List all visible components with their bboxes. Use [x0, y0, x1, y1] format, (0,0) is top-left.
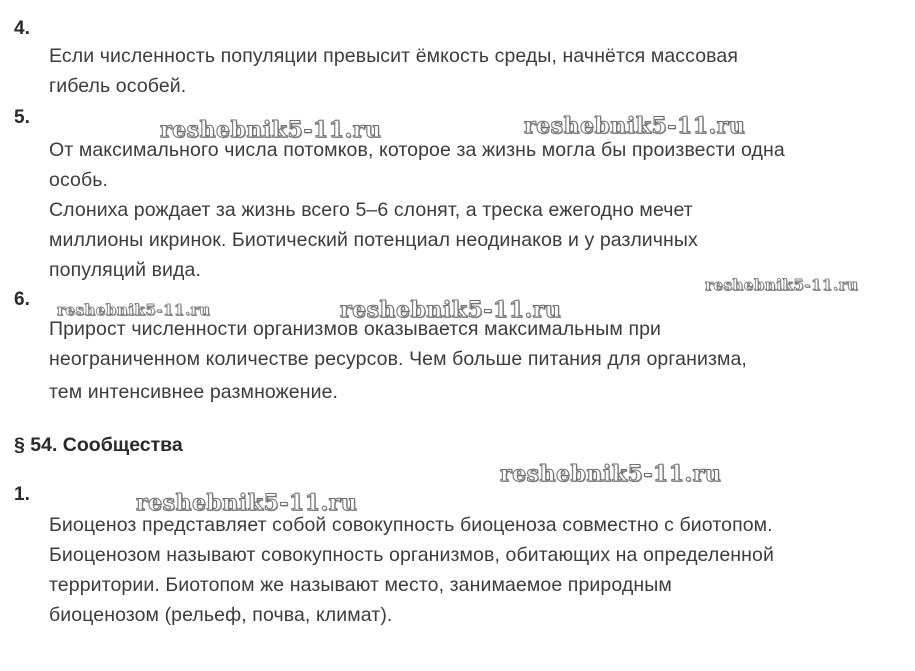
text-line: биоценозом (рельеф, почва, климат). — [49, 604, 393, 626]
text-line: Прирост численности организмов оказывается максимальным при — [49, 318, 662, 340]
watermark: reshebnik5-11.ru — [340, 297, 562, 323]
item-number-4: 4. — [14, 18, 30, 39]
watermark: reshebnik5-11.ru — [500, 461, 722, 487]
text-line: популяций вида. — [49, 259, 201, 281]
item-1-text — [49, 510, 911, 630]
text-line: неограниченном количестве ресурсов. Чем больше питания для организма, — [49, 348, 747, 370]
text-line: Слониха рождает за жизнь всего 5–6 слонят, а треска ежегодно мечет — [49, 199, 693, 221]
text-line: территории. Биотопом же называют место, занимаемое природным — [49, 574, 672, 596]
item-number-5: 5. — [14, 107, 30, 128]
watermark: reshebnik5-11.ru — [705, 276, 859, 294]
text-line: Если численность популяции превысит ёмкость среды, начнётся массовая — [49, 45, 739, 67]
item-number-6: 6. — [14, 289, 30, 310]
watermark: reshebnik5-11.ru — [160, 117, 382, 143]
text-line: тем интенсивнее размножение. — [49, 381, 339, 403]
item-4-text — [49, 41, 911, 101]
text-line: Биоценоз представляет собой совокупность биоценоза совместно с биотопом. — [49, 514, 773, 536]
watermark: reshebnik5-11.ru — [57, 301, 211, 319]
text-line: Биоценозом называют совокупность организмов, обитающих на определенной — [49, 544, 774, 566]
item-number-1: 1. — [14, 484, 30, 505]
item-6-text — [49, 314, 911, 407]
text-line: От максимального числа потомков, которое за жизнь могла бы произвести одна — [49, 139, 785, 161]
item-5-text — [49, 135, 911, 285]
text-line: миллионы икринок. Биотический потенциал неодинаков и у различных — [49, 229, 698, 251]
section-heading: § 54. Сообщества — [14, 434, 183, 456]
text-line: особь. — [49, 169, 109, 191]
watermark: reshebnik5-11.ru — [136, 490, 358, 516]
watermark: reshebnik5-11.ru — [524, 113, 746, 139]
text-line: гибель особей. — [49, 75, 187, 97]
